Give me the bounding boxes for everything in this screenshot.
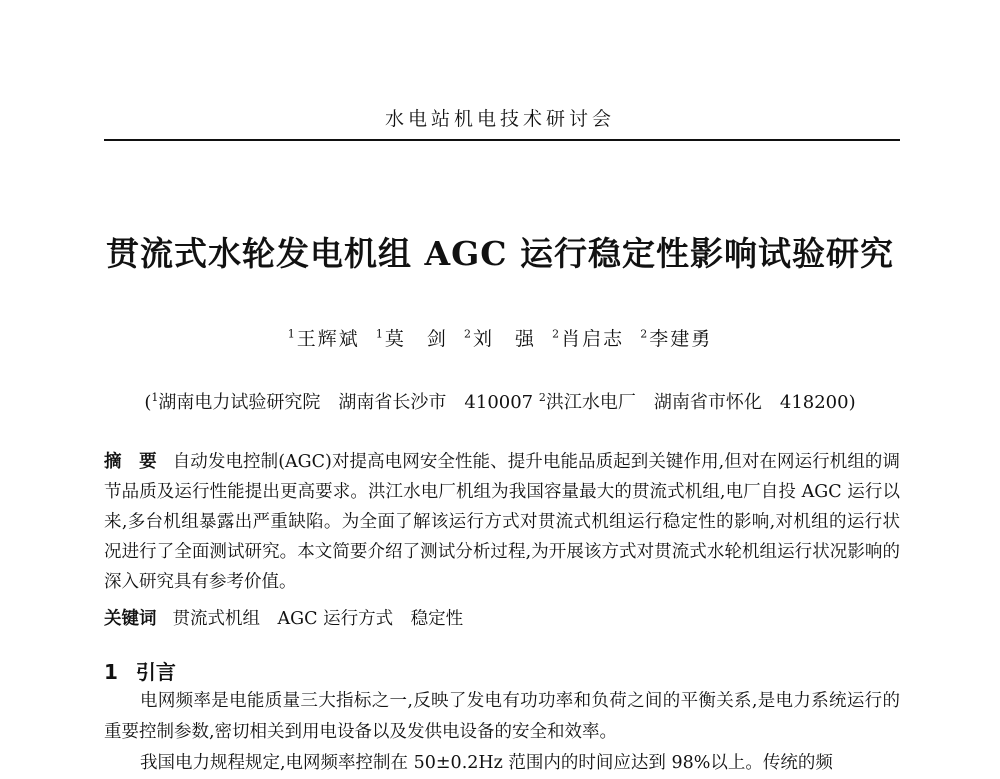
affiliation-1: 湖南电力试验研究院 湖南省长沙市 410007 <box>158 392 534 413</box>
body-paragraph-cut: 我国电力规程规定,电网频率控制在 50±0.2Hz 范围内的时间应达到 98%以上。传统的频 <box>140 753 833 773</box>
running-head: 水电站机电技术研讨会 <box>384 108 615 130</box>
author: $^2$肖启志 <box>552 327 625 350</box>
author: $^2$刘 强 <box>463 327 536 350</box>
affiliation-2: 洪江水电厂 湖南省市怀化 418200) <box>545 392 856 413</box>
body-paragraph: 电网频率是电能质量三大指标之一,反映了发电有功功率和负荷之间的平衡关系,是电力系统运行的重要控制参数,密切相关到用电设备以及发供电设备的安全和效率。 <box>104 691 900 742</box>
abstract <box>104 447 900 597</box>
author: $^1$王辉斌 <box>287 327 360 350</box>
section-title: 引言 <box>135 660 176 684</box>
section-number: 1 <box>104 660 118 684</box>
affiliations: ($^1$湖南电力试验研究院 湖南省长沙市 410007 $^2$洪江水电厂 湖南省市怀化 418200) <box>144 391 856 413</box>
paper-title: 贯流式水轮发电机组 AGC 运行稳定性影响试验研究 <box>105 234 895 273</box>
author: $^2$李建勇 <box>640 327 713 350</box>
section-heading <box>104 656 176 685</box>
header-rule <box>104 139 900 141</box>
keywords-text: 贯流式机组 AGC 运行方式 稳定性 <box>172 609 464 629</box>
abstract-text: 自动发电控制(AGC)对提高电网安全性能、提升电能品质起到关键作用,但对在网运行机组的调节品质及运行性能提出更高要求。洪江水电厂机组为我国容量最大的贯流式机组,电厂自投 AGC 运行以来,多台机组暴露出严重缺陷。为全面了解该运行方式对贯流式机组运行稳定性的影响,对机组的运行状况进行了全面测试研究。本文简要介绍了测试分析过程,为开展该方式对贯流式水轮机组运行状况影响的深入研究具有参考价值。 <box>104 452 900 592</box>
author-list <box>0 324 1000 351</box>
keywords <box>104 606 900 632</box>
author: $^1$莫 剑 <box>375 327 448 350</box>
abstract-label: 摘 要 <box>104 452 157 472</box>
keywords-label: 关键词 <box>104 609 157 629</box>
